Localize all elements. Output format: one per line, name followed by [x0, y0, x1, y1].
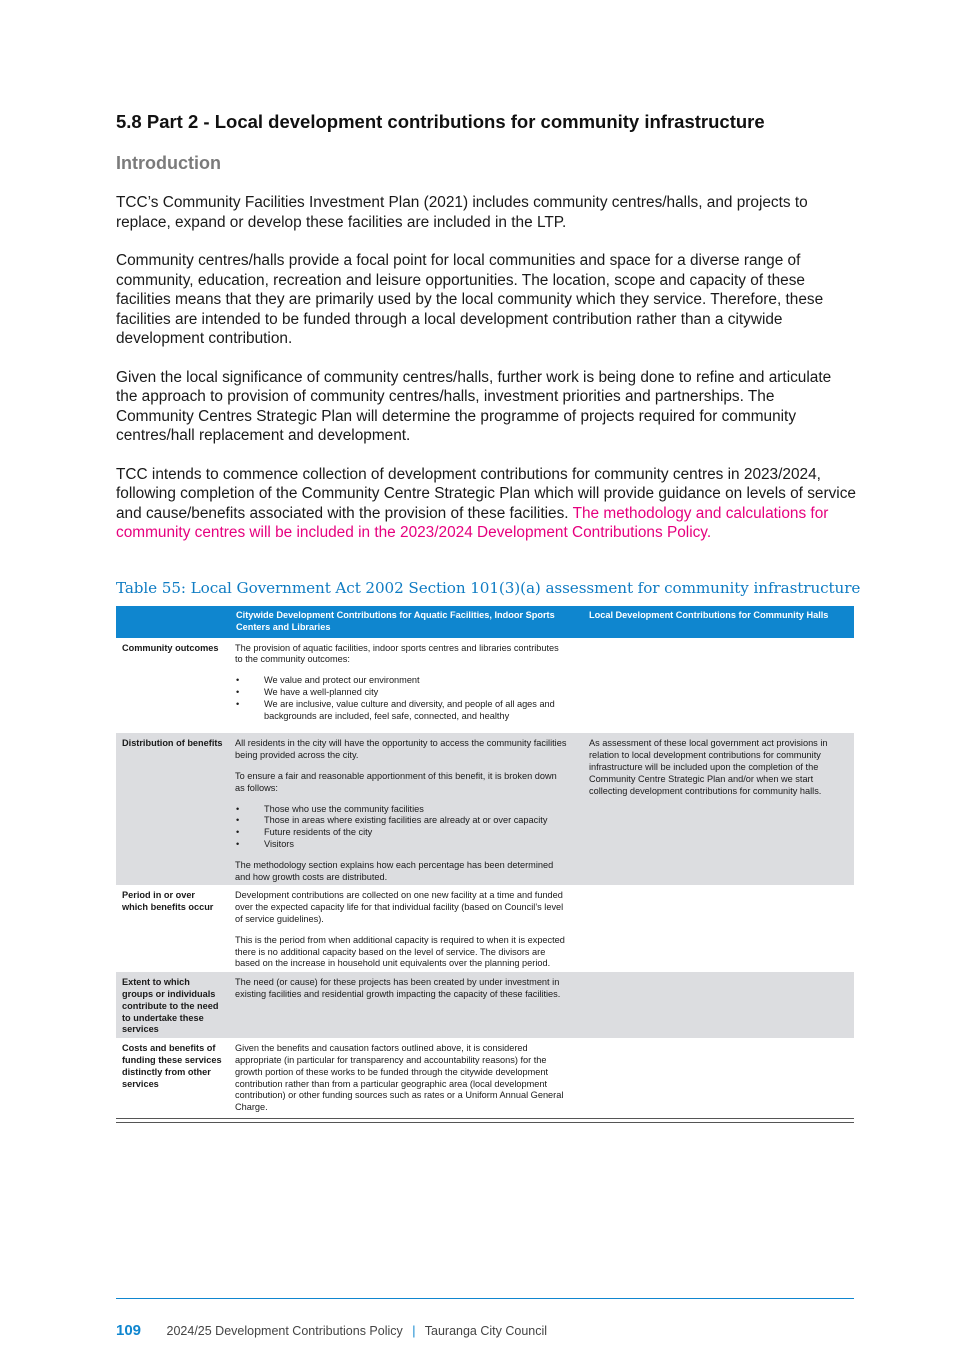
footer-separator: |: [412, 1324, 416, 1338]
local-cell: As assessment of these local government act provisions in relation to local development contributions for community infrastructure will be included upon the completion of the Community Centre Strategic Plan and/or when we start collecting development contributions for community halls.: [573, 733, 854, 885]
citywide-cell: [229, 972, 573, 1038]
paragraph-3: Given the local significance of community centres/halls, further work is being done to refine and articulate the approach to provision of community centres/halls, investment priorities and partnerships. The Community Centres Strategic Plan will determine the programme of projects required for community centres/hall replacement and development.: [116, 368, 832, 444]
table-row: [116, 1038, 854, 1116]
row-label: Period in or over which benefits occur: [122, 890, 214, 913]
header-local: Local Development Contributions for Community Halls: [573, 606, 854, 638]
table-row: [116, 733, 854, 885]
document-title: 2024/25 Development Contributions Policy: [166, 1324, 403, 1338]
cell-paragraph: All residents in the city will have the opportunity to access the community facilities being provided across the city.: [235, 738, 567, 761]
local-cell: [573, 1038, 854, 1116]
cell-paragraph: The provision of aquatic facilities, indoor sports centres and libraries contributes to the community outcomes:: [235, 642, 559, 665]
cell-paragraph: This is the period from when additional capacity is required to when it is expected there is no additional capacity based on the level of service. The divisors are based on the increase in household unit equivalents over the planning period.: [235, 934, 565, 969]
page-number: 109: [116, 1322, 142, 1339]
outcomes-list: [235, 675, 567, 722]
local-cell: [573, 885, 854, 972]
organisation-name: Tauranga City Council: [424, 1324, 548, 1338]
list-item: • We are inclusive, value culture and diversity, and people of all ages and backgrounds are included, feel safe, connected, and healthy: [235, 699, 567, 723]
paragraph-2: Community centres/halls provide a focal point for local communities and space for a diverse range of community, education, recreation and leisure opportunities. The location, scope and capacity of these facilities means that they are primarily used by the local community which they service. Therefore, these facilities are intended to be funded through a local development contribution rather than a citywide development contribution.: [116, 252, 824, 347]
paragraph-4-text: TCC intends to commence collection of development contributions for community centres in 2023/2024, following completion of the Community Centre Strategic Plan which will provide guidance on levels of service and cause/benefits associated with the provision of these facilities.: [116, 465, 856, 522]
cell-paragraph: Development contributions are collected on one new facility at a time and funded over the expected capacity life for that individual facility (based on Council’s level of service guidelines).: [235, 890, 564, 924]
table-caption: Table 55: Local Government Act 2002 Section 101(3)(a) assessment for community infrastructure: [116, 579, 861, 597]
table-row: [116, 885, 854, 972]
citywide-cell: [229, 1038, 573, 1116]
introduction-body: [116, 193, 856, 562]
cell-paragraph: Given the benefits and causation factors outlined above, it is considered appropriate (in particular for transparency and accountability reasons) for the growth portion of these works to be funded through the citywide development contribution rather than from a particular geographic area (local development contribution) or other funding sources such as rates or a Uniform Annual General Charge.: [235, 1043, 564, 1113]
paragraph-4-highlight: The methodology and calculations for community centres will be included in the 2023/2024 Development Contributions Policy.: [116, 504, 829, 541]
header-empty: [116, 606, 229, 638]
list-item: • Those in areas where existing facilities are already at or over capacity: [235, 815, 567, 827]
section-heading: 5.8 Part 2 - Local development contributions for community infrastructure: [116, 111, 765, 132]
cell-paragraph: The need (or cause) for these projects has been created by under investment in existing facilities and residential growth impacting the capacity of these facilities.: [235, 977, 561, 999]
row-label: Community outcomes: [122, 642, 219, 653]
table-row: [116, 638, 854, 734]
page-footer: [116, 1322, 547, 1339]
citywide-cell: [229, 733, 573, 885]
row-label: Distribution of benefits: [116, 733, 229, 885]
list-item: • Future residents of the city: [235, 827, 567, 839]
local-cell: [573, 638, 854, 734]
row-label: Costs and benefits of funding these services distinctly from other services: [122, 1043, 222, 1089]
list-item: • We have a well-planned city: [235, 687, 567, 699]
list-item: • We value and protect our environment: [235, 675, 567, 687]
beneficiaries-list: [235, 804, 567, 851]
row-label: Extent to which groups or individuals contribute to the need to undertake these services: [116, 972, 229, 1038]
list-item: • Visitors: [235, 839, 567, 851]
cell-paragraph: The methodology section explains how each percentage has been determined and how growth costs are distributed.: [235, 859, 554, 882]
list-item: • Those who use the community facilities: [235, 804, 567, 816]
paragraph-1: TCC’s Community Facilities Investment Plan (2021) includes community centres/halls, and projects to replace, expand or develop these facilities are included in the LTP.: [116, 194, 808, 231]
introduction-heading: Introduction: [116, 153, 221, 173]
header-citywide: Citywide Development Contributions for Aquatic Facilities, Indoor Sports Centers and Libraries: [229, 606, 573, 638]
table-header-row: [116, 606, 854, 638]
table-row: [116, 972, 854, 1038]
table-bottom-rule: [116, 1118, 854, 1123]
citywide-cell: [229, 638, 573, 734]
paragraph-4: [116, 465, 856, 543]
local-cell: [573, 972, 854, 1038]
citywide-cell: [229, 885, 573, 972]
assessment-table: [116, 606, 854, 1116]
footer-rule: [116, 1298, 854, 1299]
cell-paragraph: To ensure a fair and reasonable apportionment of this benefit, it is broken down as follows:: [235, 770, 557, 793]
